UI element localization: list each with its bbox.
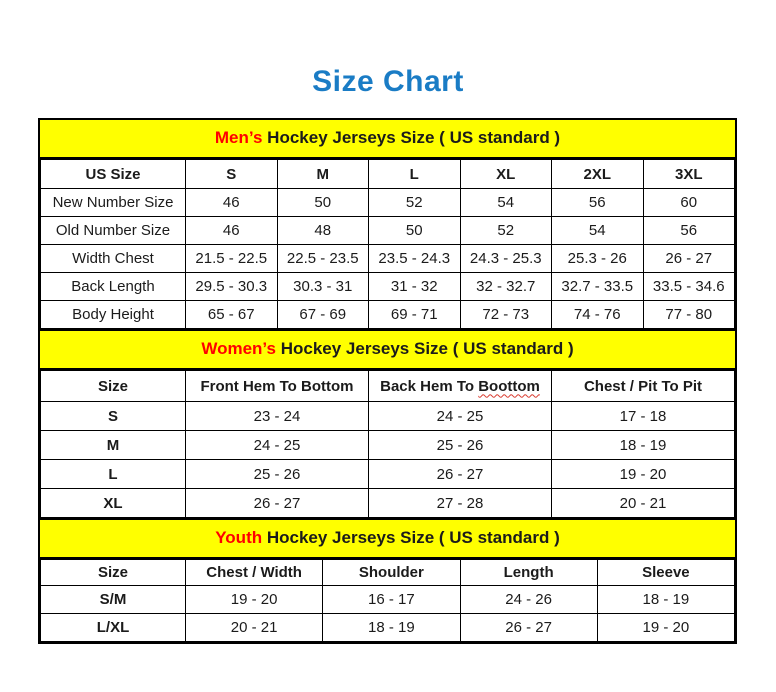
data-cell: 18 - 19	[597, 586, 734, 614]
data-cell: 19 - 20	[552, 460, 735, 489]
column-header: M	[277, 160, 369, 189]
data-cell: 16 - 17	[323, 586, 460, 614]
table-row	[41, 301, 735, 329]
row-label: Width Chest	[41, 245, 186, 273]
data-cell: 67 - 69	[277, 301, 369, 329]
column-header: Front Hem To Bottom	[186, 371, 369, 402]
data-cell: 22.5 - 23.5	[277, 245, 369, 273]
column-header: Shoulder	[323, 560, 460, 586]
data-cell: 56	[643, 217, 735, 245]
data-cell: 19 - 20	[597, 614, 734, 642]
table-row	[41, 189, 735, 217]
row-label: L/XL	[41, 614, 186, 642]
data-cell: 25 - 26	[186, 460, 369, 489]
table-row	[41, 586, 735, 614]
data-cell: 23.5 - 24.3	[369, 245, 461, 273]
youth-size-table	[40, 559, 735, 642]
data-cell: 18 - 19	[323, 614, 460, 642]
data-cell: 56	[552, 189, 644, 217]
data-cell: 50	[369, 217, 461, 245]
row-label: S	[41, 402, 186, 431]
data-cell: 24.3 - 25.3	[460, 245, 552, 273]
youth-section-header	[40, 518, 735, 559]
column-header: Length	[460, 560, 597, 586]
column-header: XL	[460, 160, 552, 189]
data-cell: 50	[277, 189, 369, 217]
mens-section-header-highlight: Men’s	[214, 128, 263, 147]
youth-section-header-text: Hockey Jerseys Size ( US standard )	[266, 528, 560, 547]
data-cell: 27 - 28	[369, 489, 552, 518]
data-cell: 20 - 21	[186, 614, 323, 642]
page-title: Size Chart	[312, 65, 464, 98]
womens-section-header-text: Hockey Jerseys Size ( US standard )	[280, 339, 574, 358]
data-cell: 26 - 27	[643, 245, 735, 273]
data-cell: 25 - 26	[369, 431, 552, 460]
size-chart-container	[38, 118, 737, 644]
table-row	[41, 431, 735, 460]
table-row	[41, 489, 735, 518]
column-header: US Size	[41, 160, 186, 189]
data-cell: 52	[460, 217, 552, 245]
youth-section-header-highlight: Youth	[215, 528, 263, 547]
data-cell: 52	[369, 189, 461, 217]
table-row	[41, 273, 735, 301]
row-label: XL	[41, 489, 186, 518]
data-cell: 48	[277, 217, 369, 245]
data-cell: 30.3 - 31	[277, 273, 369, 301]
data-cell: 32 - 32.7	[460, 273, 552, 301]
data-cell: 32.7 - 33.5	[552, 273, 644, 301]
row-label: L	[41, 460, 186, 489]
womens-section-header	[40, 329, 735, 370]
mens-section-header	[40, 120, 735, 159]
row-label: S/M	[41, 586, 186, 614]
data-cell: 20 - 21	[552, 489, 735, 518]
column-header: Size	[41, 560, 186, 586]
data-cell: 24 - 26	[460, 586, 597, 614]
data-cell: 60	[643, 189, 735, 217]
data-cell: 24 - 25	[186, 431, 369, 460]
column-header: L	[369, 160, 461, 189]
data-cell: 74 - 76	[552, 301, 644, 329]
data-cell: 23 - 24	[186, 402, 369, 431]
row-label: Body Height	[41, 301, 186, 329]
column-header: Sleeve	[597, 560, 734, 586]
data-cell: 29.5 - 30.3	[186, 273, 278, 301]
data-cell: 26 - 27	[460, 614, 597, 642]
womens-section-header-highlight: Women’s	[201, 339, 276, 358]
data-cell: 31 - 32	[369, 273, 461, 301]
data-cell: 69 - 71	[369, 301, 461, 329]
data-cell: 33.5 - 34.6	[643, 273, 735, 301]
data-cell: 26 - 27	[186, 489, 369, 518]
data-cell: 46	[186, 189, 278, 217]
row-label: New Number Size	[41, 189, 186, 217]
mens-size-table	[40, 159, 735, 329]
column-header-text: Back Hem To	[380, 377, 475, 395]
mens-section-header-text: Hockey Jerseys Size ( US standard )	[267, 128, 561, 147]
table-row	[41, 217, 735, 245]
table-row	[41, 614, 735, 642]
data-cell: 17 - 18	[552, 402, 735, 431]
data-cell: 46	[186, 217, 278, 245]
misspelled-word: Boottom	[478, 377, 540, 395]
data-cell: 54	[552, 217, 644, 245]
mens-header-row	[41, 160, 735, 189]
youth-header-row	[41, 560, 735, 586]
column-header: Size	[41, 371, 186, 402]
column-header: 2XL	[552, 160, 644, 189]
column-header-back-hem	[369, 371, 552, 402]
data-cell: 77 - 80	[643, 301, 735, 329]
column-header: 3XL	[643, 160, 735, 189]
row-label: Old Number Size	[41, 217, 186, 245]
table-row	[41, 402, 735, 431]
data-cell: 72 - 73	[460, 301, 552, 329]
column-header: Chest / Width	[186, 560, 323, 586]
row-label: M	[41, 431, 186, 460]
column-header: S	[186, 160, 278, 189]
table-row	[41, 245, 735, 273]
data-cell: 24 - 25	[369, 402, 552, 431]
data-cell: 54	[460, 189, 552, 217]
data-cell: 65 - 67	[186, 301, 278, 329]
womens-header-row	[41, 371, 735, 402]
data-cell: 25.3 - 26	[552, 245, 644, 273]
womens-size-table	[40, 370, 735, 518]
data-cell: 19 - 20	[186, 586, 323, 614]
column-header: Chest / Pit To Pit	[552, 371, 735, 402]
data-cell: 26 - 27	[369, 460, 552, 489]
table-row	[41, 460, 735, 489]
data-cell: 18 - 19	[552, 431, 735, 460]
row-label: Back Length	[41, 273, 186, 301]
data-cell: 21.5 - 22.5	[186, 245, 278, 273]
